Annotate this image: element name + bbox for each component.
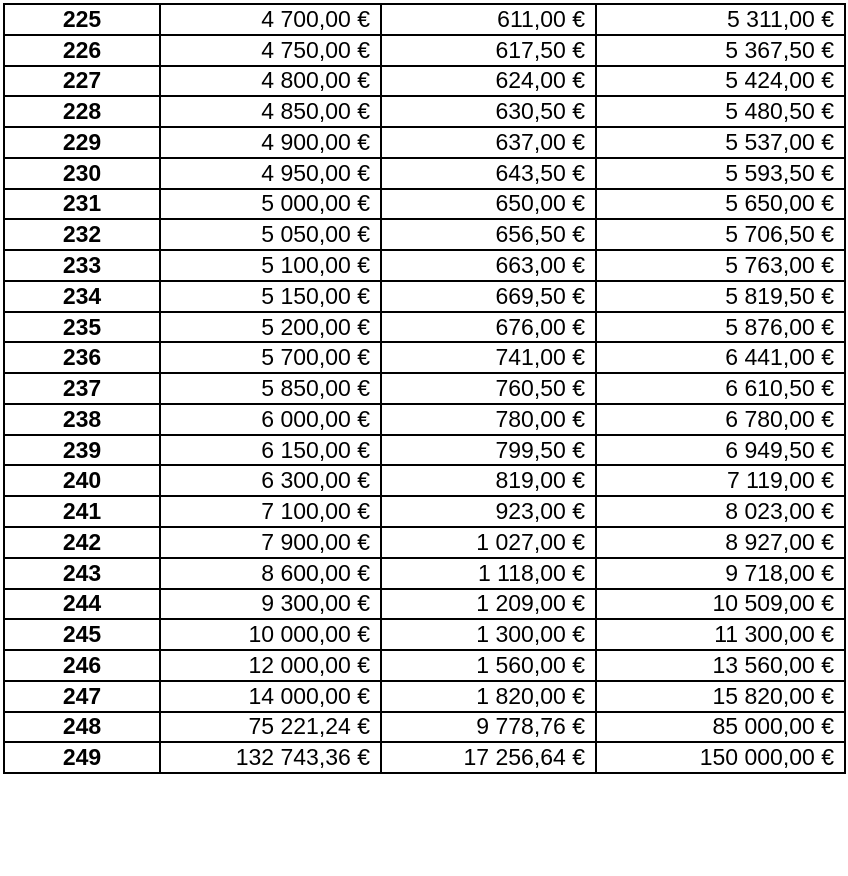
total-cell: 6 949,50 € (596, 435, 845, 466)
total-cell: 6 610,50 € (596, 373, 845, 404)
total-cell: 9 718,00 € (596, 558, 845, 589)
table-row (4, 4, 845, 35)
total-cell: 8 023,00 € (596, 496, 845, 527)
table-row (4, 158, 845, 189)
total-cell: 5 367,50 € (596, 35, 845, 66)
total-cell: 15 820,00 € (596, 681, 845, 712)
table-row (4, 712, 845, 743)
row-number-cell: 226 (4, 35, 160, 66)
table-row (4, 465, 845, 496)
tax-cell: 1 560,00 € (381, 650, 596, 681)
total-cell: 5 311,00 € (596, 4, 845, 35)
row-number-cell: 231 (4, 189, 160, 220)
total-cell: 5 480,50 € (596, 96, 845, 127)
row-number-cell: 234 (4, 281, 160, 312)
total-cell: 8 927,00 € (596, 527, 845, 558)
total-cell: 5 706,50 € (596, 219, 845, 250)
table-row (4, 435, 845, 466)
amount-cell: 14 000,00 € (160, 681, 381, 712)
table-row (4, 404, 845, 435)
row-number-cell: 230 (4, 158, 160, 189)
amount-cell: 5 150,00 € (160, 281, 381, 312)
price-table (3, 3, 846, 774)
total-cell: 85 000,00 € (596, 712, 845, 743)
row-number-cell: 247 (4, 681, 160, 712)
total-cell: 7 119,00 € (596, 465, 845, 496)
tax-cell: 819,00 € (381, 465, 596, 496)
row-number-cell: 242 (4, 527, 160, 558)
tax-cell: 1 027,00 € (381, 527, 596, 558)
amount-cell: 7 900,00 € (160, 527, 381, 558)
amount-cell: 132 743,36 € (160, 742, 381, 773)
amount-cell: 5 100,00 € (160, 250, 381, 281)
total-cell: 5 650,00 € (596, 189, 845, 220)
amount-cell: 12 000,00 € (160, 650, 381, 681)
row-number-cell: 232 (4, 219, 160, 250)
amount-cell: 10 000,00 € (160, 619, 381, 650)
table-row (4, 342, 845, 373)
row-number-cell: 238 (4, 404, 160, 435)
tax-cell: 741,00 € (381, 342, 596, 373)
table-row (4, 250, 845, 281)
tax-cell: 923,00 € (381, 496, 596, 527)
row-number-cell: 246 (4, 650, 160, 681)
amount-cell: 5 000,00 € (160, 189, 381, 220)
table-row (4, 35, 845, 66)
tax-cell: 1 820,00 € (381, 681, 596, 712)
table-row (4, 66, 845, 97)
row-number-cell: 228 (4, 96, 160, 127)
tax-cell: 1 300,00 € (381, 619, 596, 650)
row-number-cell: 245 (4, 619, 160, 650)
row-number-cell: 233 (4, 250, 160, 281)
table-row (4, 619, 845, 650)
tax-cell: 637,00 € (381, 127, 596, 158)
total-cell: 6 780,00 € (596, 404, 845, 435)
tax-cell: 799,50 € (381, 435, 596, 466)
total-cell: 5 819,50 € (596, 281, 845, 312)
row-number-cell: 225 (4, 4, 160, 35)
amount-cell: 4 850,00 € (160, 96, 381, 127)
price-table-body (4, 4, 845, 773)
tax-cell: 780,00 € (381, 404, 596, 435)
total-cell: 5 593,50 € (596, 158, 845, 189)
table-row (4, 496, 845, 527)
table-row (4, 742, 845, 773)
tax-cell: 617,50 € (381, 35, 596, 66)
amount-cell: 4 800,00 € (160, 66, 381, 97)
row-number-cell: 243 (4, 558, 160, 589)
amount-cell: 6 300,00 € (160, 465, 381, 496)
row-number-cell: 248 (4, 712, 160, 743)
row-number-cell: 235 (4, 312, 160, 343)
table-row (4, 373, 845, 404)
amount-cell: 4 750,00 € (160, 35, 381, 66)
row-number-cell: 241 (4, 496, 160, 527)
table-row (4, 127, 845, 158)
total-cell: 5 876,00 € (596, 312, 845, 343)
tax-cell: 650,00 € (381, 189, 596, 220)
total-cell: 6 441,00 € (596, 342, 845, 373)
amount-cell: 5 850,00 € (160, 373, 381, 404)
row-number-cell: 240 (4, 465, 160, 496)
table-row (4, 589, 845, 620)
tax-cell: 611,00 € (381, 4, 596, 35)
table-row (4, 96, 845, 127)
tax-cell: 676,00 € (381, 312, 596, 343)
amount-cell: 8 600,00 € (160, 558, 381, 589)
row-number-cell: 237 (4, 373, 160, 404)
amount-cell: 5 050,00 € (160, 219, 381, 250)
total-cell: 13 560,00 € (596, 650, 845, 681)
tax-cell: 1 209,00 € (381, 589, 596, 620)
total-cell: 11 300,00 € (596, 619, 845, 650)
amount-cell: 6 000,00 € (160, 404, 381, 435)
tax-cell: 624,00 € (381, 66, 596, 97)
row-number-cell: 249 (4, 742, 160, 773)
row-number-cell: 236 (4, 342, 160, 373)
amount-cell: 4 700,00 € (160, 4, 381, 35)
amount-cell: 4 950,00 € (160, 158, 381, 189)
total-cell: 5 424,00 € (596, 66, 845, 97)
row-number-cell: 244 (4, 589, 160, 620)
total-cell: 5 763,00 € (596, 250, 845, 281)
table-row (4, 219, 845, 250)
row-number-cell: 227 (4, 66, 160, 97)
tax-cell: 760,50 € (381, 373, 596, 404)
tax-cell: 9 778,76 € (381, 712, 596, 743)
table-row (4, 558, 845, 589)
amount-cell: 5 700,00 € (160, 342, 381, 373)
row-number-cell: 229 (4, 127, 160, 158)
table-row (4, 281, 845, 312)
tax-cell: 17 256,64 € (381, 742, 596, 773)
tax-cell: 643,50 € (381, 158, 596, 189)
table-row (4, 189, 845, 220)
tax-cell: 669,50 € (381, 281, 596, 312)
amount-cell: 6 150,00 € (160, 435, 381, 466)
row-number-cell: 239 (4, 435, 160, 466)
table-row (4, 312, 845, 343)
tax-cell: 663,00 € (381, 250, 596, 281)
total-cell: 5 537,00 € (596, 127, 845, 158)
amount-cell: 9 300,00 € (160, 589, 381, 620)
amount-cell: 7 100,00 € (160, 496, 381, 527)
amount-cell: 75 221,24 € (160, 712, 381, 743)
tax-cell: 1 118,00 € (381, 558, 596, 589)
amount-cell: 5 200,00 € (160, 312, 381, 343)
table-row (4, 650, 845, 681)
tax-cell: 630,50 € (381, 96, 596, 127)
total-cell: 150 000,00 € (596, 742, 845, 773)
total-cell: 10 509,00 € (596, 589, 845, 620)
tax-cell: 656,50 € (381, 219, 596, 250)
amount-cell: 4 900,00 € (160, 127, 381, 158)
table-row (4, 527, 845, 558)
table-row (4, 681, 845, 712)
